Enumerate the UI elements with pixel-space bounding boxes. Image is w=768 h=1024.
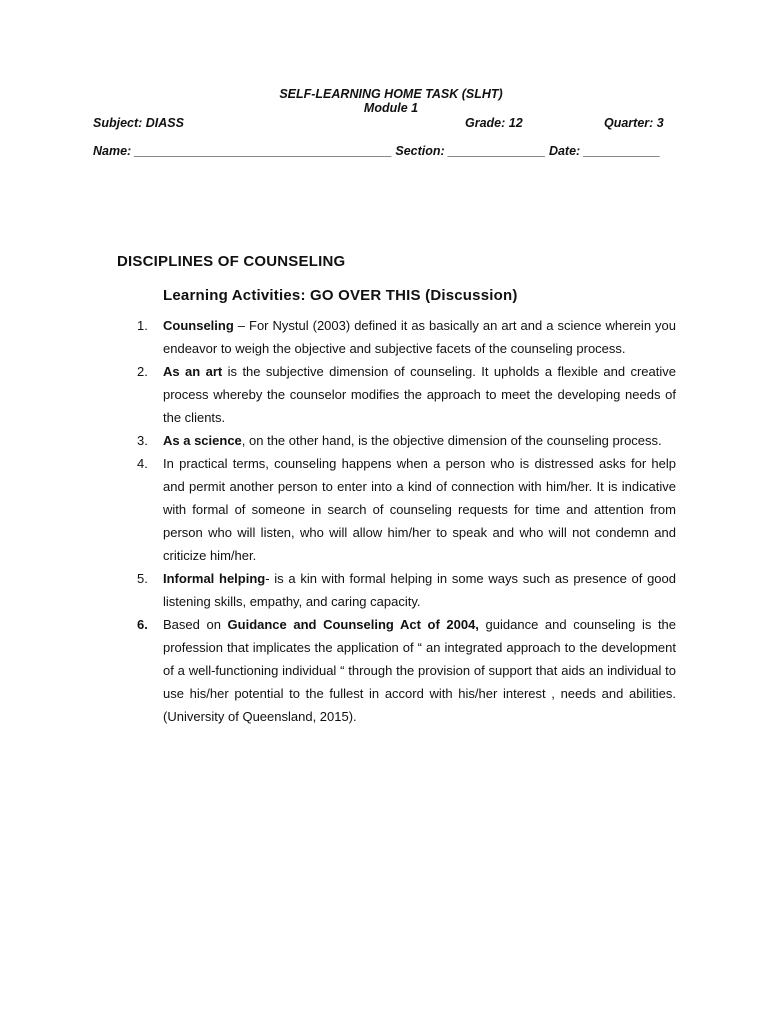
task-title: SELF-LEARNING HOME TASK (SLHT)	[279, 87, 503, 101]
item-number: 2.	[137, 364, 148, 379]
module-label: Module 1	[363, 101, 419, 115]
name-section-date-line: Name: _____________________________________ Section: ______________ Date: ___________	[93, 144, 661, 158]
item-number: 4.	[137, 456, 148, 471]
item-term: Guidance and Counseling Act of 2004,	[227, 617, 479, 632]
item-number: 6.	[137, 617, 148, 632]
list-item	[136, 567, 676, 613]
quarter-label: Quarter: 3	[604, 116, 664, 130]
discussion-list	[136, 314, 676, 728]
item-text: – For Nystul (2003) defined it as basically an art and a science wherein you endeavor to weigh the objective and subjective facets of the counseling process.	[163, 318, 676, 356]
grade-label: Grade: 12	[465, 116, 523, 130]
item-number: 5.	[137, 571, 148, 586]
section-title: DISCIPLINES OF COUNSELING	[117, 253, 346, 270]
item-text: guidance and counseling is the profession that implicates the application of “ an integrated approach to the development of a well-functioning individual “ through the provision of support that aids an individual to use his/her potential to the fullest in accord with his/her interest , needs and abilities. (University of Queensland, 2015).	[163, 617, 677, 724]
item-text: In practical terms, counseling happens when a person who is distressed asks for help and permit another person to enter into a kind of connection with him/her. It is indicative with formal of someone in search of counseling requests for time and attention from person who will listen, who will allow him/her to speak and who will not condemn and criticize him/her.	[163, 456, 676, 563]
list-item	[136, 429, 676, 452]
activities-title: Learning Activities: GO OVER THIS (Discussion)	[163, 287, 518, 304]
item-term: Counseling	[163, 318, 234, 333]
item-number: 3.	[137, 433, 148, 448]
item-text: , on the other hand, is the objective dimension of the counseling process.	[241, 433, 662, 448]
item-number: 1.	[137, 318, 148, 333]
list-item	[136, 360, 676, 429]
list-item	[136, 314, 676, 360]
item-term: As an art	[163, 364, 223, 379]
item-text: is the subjective dimension of counseling. It upholds a flexible and creative process whereby the counselor modifies the approach to meet the developing needs of the clients.	[163, 364, 676, 425]
item-text: - is a kin with formal helping in some ways such as presence of good listening skills, empathy, and caring capacity.	[163, 571, 677, 609]
list-item	[136, 452, 676, 567]
list-item	[136, 613, 676, 728]
subject-label: Subject: DIASS	[93, 116, 184, 130]
item-pre-text: Based on	[163, 617, 228, 632]
item-term: As a science	[163, 433, 242, 448]
item-term: Informal helping	[163, 571, 266, 586]
